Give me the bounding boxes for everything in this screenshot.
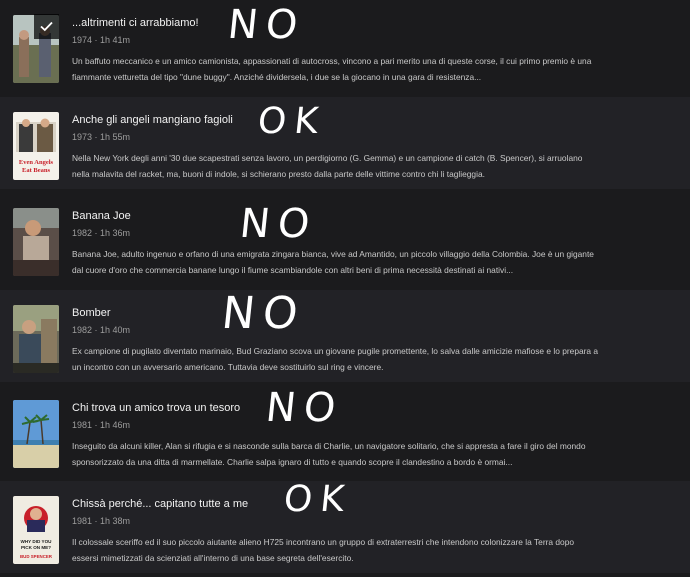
movie-description: Il colossale sceriffo ed il suo piccolo aiutante alieno H725 incontrano un gruppo di extraterrestri che intendono colonizzare la Terra dopo essersi mimetizzati da scienziati all'interno di una base segreta dell'esercito. [72, 537, 575, 563]
checkmark-icon [40, 21, 53, 32]
poster-text: Even Angels [18, 159, 54, 166]
handwritten-note: OK [255, 101, 329, 142]
handwritten-note: NO [225, 2, 308, 48]
movie-title[interactable]: Chissà perché... capitano tutte a me [72, 498, 249, 510]
movie-title[interactable]: Bomber [72, 307, 111, 319]
list-item[interactable] [0, 97, 690, 189]
list-item[interactable] [0, 290, 690, 382]
movie-title[interactable]: Banana Joe [72, 210, 131, 222]
poster-thumbnail[interactable] [13, 112, 59, 180]
handwritten-note: NO [237, 201, 320, 247]
movie-meta: 1974 · 1h 41m [72, 35, 131, 45]
poster-thumbnail[interactable] [13, 496, 59, 564]
poster-thumbnail[interactable] [13, 305, 59, 373]
list-item[interactable] [0, 0, 690, 92]
list-item[interactable] [0, 385, 690, 477]
poster-text: BUD SPENCER [20, 554, 52, 559]
movie-meta: 1982 · 1h 40m [72, 325, 131, 335]
movie-title[interactable]: Chi trova un amico trova un tesoro [72, 402, 241, 414]
list-item[interactable] [0, 481, 690, 573]
movie-description: Banana Joe, adulto ingenuo e orfano di una emigrata zingara bianca, vive ad Amantido, un piccolo villaggio della Colombia. Joe è un gigante dal cuore d'oro che commercia banane lungo il fiume scambiandole con altri beni di prima necessità destinati ai nativi... [72, 249, 594, 275]
handwritten-note: NO [263, 385, 346, 431]
handwritten-note: NO [219, 288, 309, 339]
poster-text: Eat Beans [22, 167, 50, 174]
movie-title[interactable]: ...altrimenti ci arrabbiamo! [72, 17, 199, 29]
list-item[interactable] [0, 193, 690, 285]
poster-thumbnail[interactable] [13, 208, 59, 276]
watched-badge [34, 14, 59, 39]
movie-meta: 1981 · 1h 46m [72, 420, 131, 430]
movie-description: Inseguito da alcuni killer, Alan si rifugia e si nasconde sulla barca di Charlie, un navigatore solitario, che si appresta a fare il giro del mondo sponsorizzato da una ditta di marmellate. Charlie salpa ignaro di tutto e quando scopre il clandestino a bordo è ormai... [72, 441, 586, 467]
poster-text: PICK ON ME? [20, 545, 52, 550]
movie-description: Un baffuto meccanico e un amico camionista, appassionati di autocross, vincono a pari merito una di queste corse, il cui primo premio è una fiammante vetturetta del tipo "dune buggy". Anziché dividersela, i due se la giocano in una gara di resistenza... [72, 56, 592, 82]
movie-title[interactable]: Anche gli angeli mangiano fagioli [72, 114, 233, 126]
movie-meta: 1973 · 1h 55m [72, 132, 131, 142]
movie-description: Nella New York degli anni '30 due scapestrati senza lavoro, un perdigiorno (G. Gemma) e un campione di catch (B. Spencer), si arruolano nella malavita del racket, ma, buoni di indole, si schierano presto dalla parte delle vittime contro chi li taglieggia. [72, 153, 583, 179]
poster-text: WHY DID YOU [20, 539, 52, 544]
poster-thumbnail[interactable] [13, 400, 59, 468]
movie-description: Ex campione di pugilato diventato marinaio, Bud Graziano scova un giovane pugile promettente, lo salva dalle amicizie mafiose e lo prepara a un incontro con un avversario americano. Tuttavia deve sostituirlo sul ring e vincere. [72, 346, 599, 372]
handwritten-note: OK [281, 479, 355, 520]
movie-meta: 1982 · 1h 36m [72, 228, 131, 238]
movie-meta: 1981 · 1h 38m [72, 516, 131, 526]
